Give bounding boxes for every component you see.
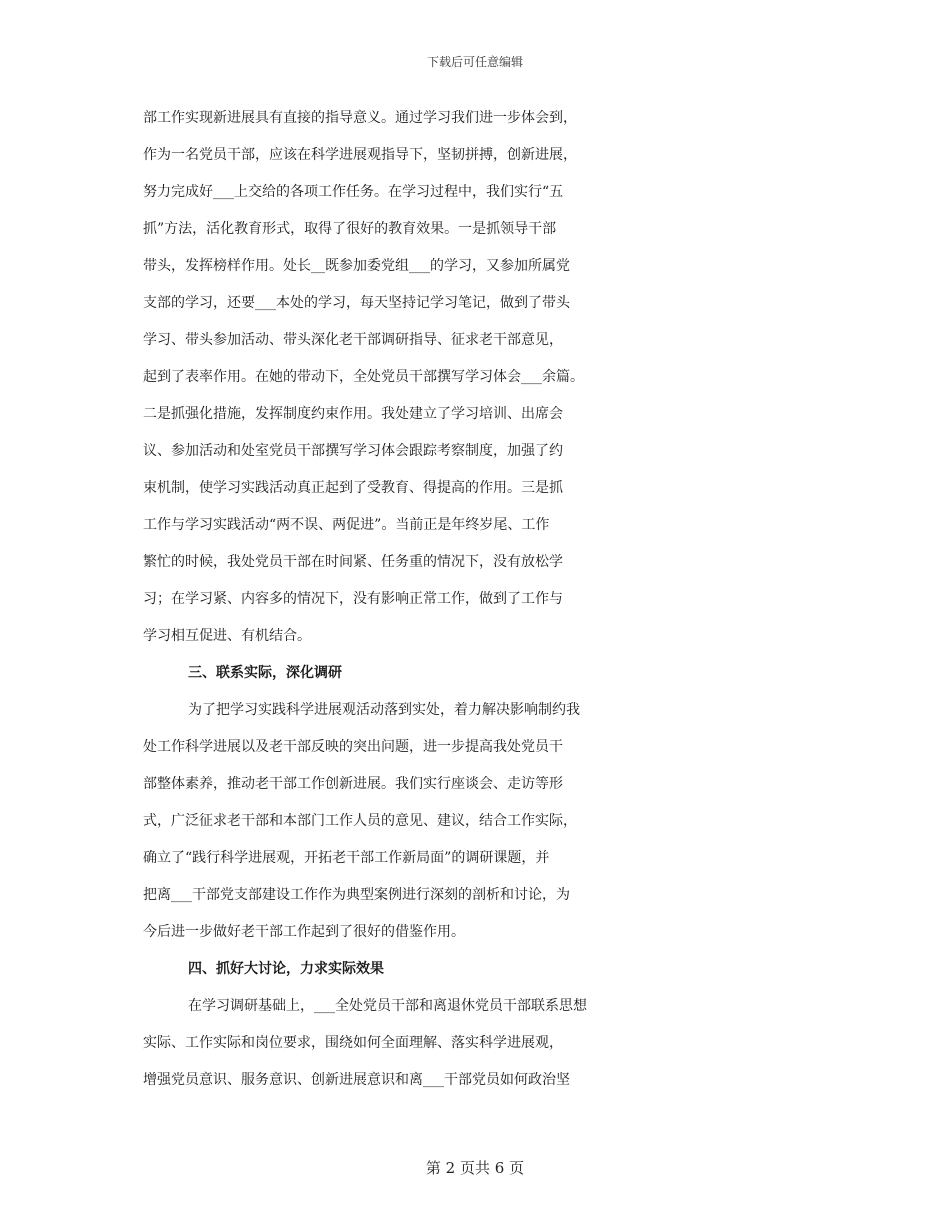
section-heading: 三、联系实际，深化调研 — [188, 665, 342, 681]
text-line: 增强党员意识、服务意识、创新进展意识和离___干部党员如何政治坚 — [143, 1072, 570, 1088]
text-line: 习；在学习紧、内容多的情况下，没有影响正常工作，做到了工作与 — [143, 591, 563, 607]
text-line: 支部的学习，还要___本处的学习，每天坚持记学习笔记，做到了带头 — [143, 295, 570, 311]
text-line: 处工作科学进展以及老干部反映的突出问题，进一步提高我处党员干 — [143, 739, 563, 755]
text-line: 为了把学习实践科学进展观活动落到实处，着力解决影响制约我 — [188, 702, 580, 718]
text-line: 把离___干部党支部建设工作作为典型案例进行深刻的剖析和讨论，为 — [143, 887, 570, 903]
document-body — [143, 100, 823, 1099]
text-line: 部工作实现新进展具有直接的指导意义。通过学习我们进一步体会到， — [143, 110, 577, 126]
text-line: 学习、带头参加活动、带头深化老干部调研指导、征求老干部意见， — [143, 332, 563, 348]
text-line: 起到了表率作用。在她的带动下，全处党员干部撰写学习体会___余篇。 — [143, 369, 584, 385]
text-line: 议、参加活动和处室党员干部撰写学习体会跟踪考察制度，加强了约 — [143, 443, 563, 459]
text-line: 束机制，使学习实践活动真正起到了受教育、得提高的作用。三是抓 — [143, 480, 563, 496]
text-line: 在学习调研基础上，___全处党员干部和离退休党员干部联系思想 — [188, 998, 587, 1014]
page-header: 下载后可任意编辑 — [426, 55, 523, 69]
text-line: 作为一名党员干部，应该在科学进展观指导下，坚韧拼搏，创新进展， — [143, 147, 577, 163]
text-line: 抓”方法，活化教育形式，取得了很好的教育效果。一是抓领导干部 — [143, 221, 557, 237]
text-line: 努力完成好___上交给的各项工作任务。在学习过程中，我们实行“五 — [143, 184, 564, 200]
text-line: 部整体素养，推动老干部工作创新进展。我们实行座谈会、走访等形 — [143, 776, 563, 792]
text-line: 学习相互促进、有机结合。 — [143, 628, 311, 644]
text-line: 繁忙的时候，我处党员干部在时间紧、任务重的情况下，没有放松学 — [143, 554, 563, 570]
text-line: 今后进一步做好老干部工作起到了很好的借鉴作用。 — [143, 924, 465, 940]
text-line: 实际、工作实际和岗位要求，围绕如何全面理解、落实科学进展观， — [143, 1035, 563, 1051]
text-line: 工作与学习实践活动“两不误、两促进”。当前正是年终岁尾、工作 — [143, 517, 550, 533]
section-heading: 四、抓好大讨论，力求实际效果 — [188, 961, 384, 977]
text-line: 式，广泛征求老干部和本部门工作人员的意见、建议，结合工作实际， — [143, 813, 577, 829]
text-line: 确立了“践行科学进展观，开拓老干部工作新局面”的调研课题，并 — [143, 850, 550, 866]
page-footer: 第 2 页共 6 页 — [425, 1159, 525, 1177]
text-line: 二是抓强化措施，发挥制度约束作用。我处建立了学习培训、出席会 — [143, 406, 563, 422]
text-line: 带头，发挥榜样作用。处长__既参加委党组___的学习，又参加所属党 — [143, 258, 570, 274]
